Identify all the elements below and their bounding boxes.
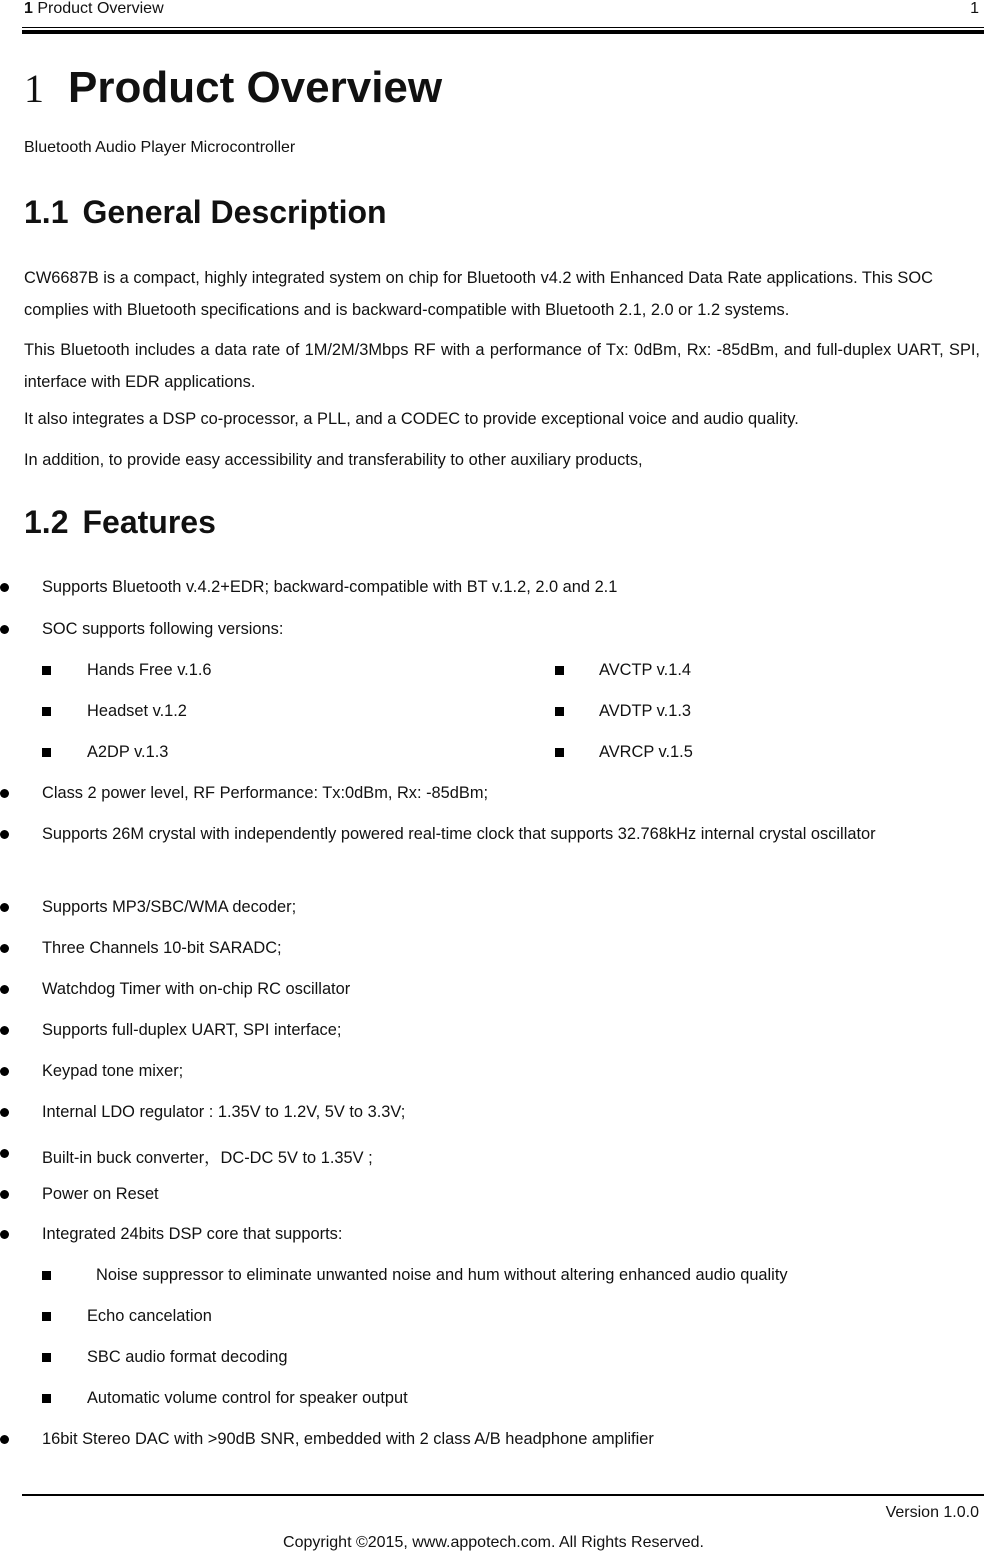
bullet-icon — [0, 903, 9, 912]
bullet-icon — [0, 583, 9, 592]
bullet-icon — [0, 1108, 9, 1117]
section-number: 1.2 — [24, 504, 69, 540]
header-rule-thick — [22, 30, 984, 34]
version-item: Headset v.1.2 — [87, 702, 187, 720]
square-bullet-icon — [42, 666, 51, 675]
feature-item: Supports 26M crystal with independently powered real-time clock that supports 32.768kHz internal crystal oscillator — [42, 825, 876, 843]
version-item: Hands Free v.1.6 — [87, 661, 212, 679]
feature-item: Class 2 power level, RF Performance: Tx:0dBm, Rx: -85dBm; — [42, 784, 489, 802]
feature-item: Internal LDO regulator : 1.35V to 1.2V, 5V to 3.3V; — [42, 1103, 406, 1121]
document-version: Version 1.0.0 — [885, 1504, 979, 1521]
section-heading-general-description — [24, 194, 387, 231]
chapter-subtitle: Bluetooth Audio Player Microcontroller — [24, 139, 296, 156]
chapter-heading-title: Product Overview — [68, 63, 443, 112]
feature-item: Power on Reset — [42, 1185, 159, 1203]
bullet-icon — [0, 1190, 9, 1199]
square-bullet-icon — [42, 1271, 51, 1280]
version-item: AVRCP v.1.5 — [599, 743, 693, 761]
square-bullet-icon — [42, 1312, 51, 1321]
bullet-icon — [0, 1026, 9, 1035]
chapter-heading — [24, 64, 442, 113]
square-bullet-icon — [42, 1394, 51, 1403]
bullet-icon — [0, 789, 9, 798]
bullet-icon — [0, 985, 9, 994]
square-bullet-icon — [42, 707, 51, 716]
running-header-title — [24, 0, 164, 18]
paragraph: This Bluetooth includes a data rate of 1M/2M/3Mbps RF with a performance of Tx: 0dBm, Rx: -85dBm, and full-duplex UART, SPI, interface with EDR applications. — [24, 341, 980, 391]
feature-item: Keypad tone mixer; — [42, 1062, 184, 1080]
dsp-item: Automatic volume control for speaker output — [87, 1389, 408, 1407]
feature-item: Integrated 24bits DSP core that supports: — [42, 1225, 343, 1243]
copyright-notice: Copyright ©2015, www.appotech.com. All Rights Reserved. — [283, 1534, 704, 1551]
bullet-icon — [0, 830, 9, 839]
paragraph: It also integrates a DSP co-processor, a PLL, and a CODEC to provide exceptional voice and audio quality. — [24, 410, 799, 428]
dsp-item: Echo cancelation — [87, 1307, 212, 1325]
paragraph: In addition, to provide easy accessibility and transferability to other auxiliary products, — [24, 451, 643, 469]
feature-item: Built-in buck converter，DC-DC 5V to 1.35V ; — [42, 1149, 373, 1167]
dsp-item: Noise suppressor to eliminate unwanted noise and hum without altering enhanced audio quality — [96, 1266, 788, 1284]
feature-item: SOC supports following versions: — [42, 620, 284, 638]
version-item: AVCTP v.1.4 — [599, 661, 692, 679]
square-bullet-icon — [42, 1353, 51, 1362]
feature-item: Watchdog Timer with on-chip RC oscillator — [42, 980, 351, 998]
version-item: A2DP v.1.3 — [87, 743, 169, 761]
square-bullet-icon — [42, 748, 51, 757]
bullet-icon — [0, 1149, 9, 1158]
section-number: 1.1 — [24, 194, 69, 230]
feature-item: Supports Bluetooth v.4.2+EDR; backward-compatible with BT v.1.2, 2.0 and 2.1 — [42, 578, 618, 596]
paragraph: CW6687B is a compact, highly integrated system on chip for Bluetooth v4.2 with Enhanced Data Rate applications. This SOC complies with Bluetooth specifications and is backward-compatible with Bluetooth 2.1, 2.0 or 1.2 systems. — [24, 269, 933, 319]
square-bullet-icon — [555, 666, 564, 675]
bullet-icon — [0, 1230, 9, 1239]
bullet-icon — [0, 625, 9, 634]
running-header-chapter-title: Product Overview — [37, 0, 164, 17]
section-title: Features — [82, 504, 216, 540]
feature-item: Supports MP3/SBC/WMA decoder; — [42, 898, 297, 916]
version-item: AVDTP v.1.3 — [599, 702, 692, 720]
bullet-icon — [0, 1067, 9, 1076]
feature-item: Three Channels 10-bit SARADC; — [42, 939, 282, 957]
footer-rule — [22, 1494, 984, 1496]
header-rule-thin — [22, 27, 984, 28]
page-number: 1 — [970, 0, 979, 17]
dsp-item: SBC audio format decoding — [87, 1348, 288, 1366]
bullet-icon — [0, 1435, 9, 1444]
bullet-icon — [0, 944, 9, 953]
feature-item: Supports full-duplex UART, SPI interface; — [42, 1021, 342, 1039]
chapter-heading-number: 1 — [24, 66, 44, 111]
section-title: General Description — [82, 194, 387, 230]
square-bullet-icon — [555, 707, 564, 716]
running-header-chapter-number: 1 — [24, 0, 33, 17]
section-heading-features — [24, 504, 216, 541]
feature-item: 16bit Stereo DAC with >90dB SNR, embedded with 2 class A/B headphone amplifier — [42, 1430, 654, 1448]
square-bullet-icon — [555, 748, 564, 757]
